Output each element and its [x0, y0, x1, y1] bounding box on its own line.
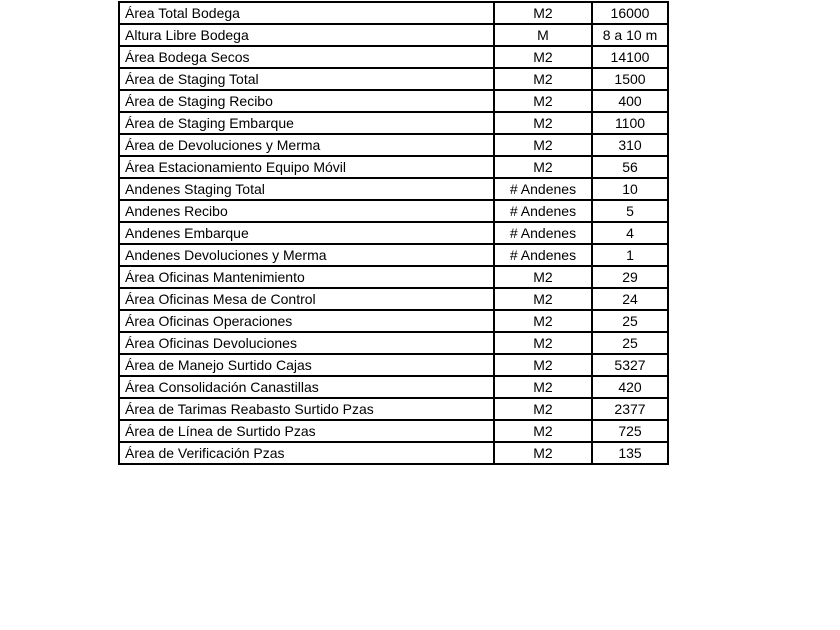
- row-value-cell: 14100: [592, 46, 668, 68]
- row-value-cell: 400: [592, 90, 668, 112]
- row-unit-cell: # Andenes: [494, 244, 592, 266]
- row-label-cell: Andenes Recibo: [119, 200, 494, 222]
- row-value-cell: 135: [592, 442, 668, 464]
- row-label-cell: Área Bodega Secos: [119, 46, 494, 68]
- row-label-cell: Área Oficinas Devoluciones: [119, 332, 494, 354]
- row-unit-cell: M2: [494, 156, 592, 178]
- row-label-cell: Área de Verificación Pzas: [119, 442, 494, 464]
- table-row: [119, 200, 668, 222]
- row-unit-cell: M2: [494, 354, 592, 376]
- row-value-cell: 16000: [592, 2, 668, 24]
- row-value-cell: 24: [592, 288, 668, 310]
- row-label-cell: Área de Staging Total: [119, 68, 494, 90]
- table-row: [119, 112, 668, 134]
- row-value-cell: 4: [592, 222, 668, 244]
- row-value-cell: 25: [592, 310, 668, 332]
- row-value-cell: 5: [592, 200, 668, 222]
- table-row: [119, 376, 668, 398]
- row-value-cell: 310: [592, 134, 668, 156]
- table-row: [119, 90, 668, 112]
- row-label-cell: Área Oficinas Mantenimiento: [119, 266, 494, 288]
- row-unit-cell: M2: [494, 442, 592, 464]
- row-unit-cell: # Andenes: [494, 200, 592, 222]
- table-row: [119, 2, 668, 24]
- row-value-cell: 5327: [592, 354, 668, 376]
- table-row: [119, 442, 668, 464]
- table-row: [119, 68, 668, 90]
- row-unit-cell: M2: [494, 266, 592, 288]
- table-row: [119, 156, 668, 178]
- row-value-cell: 725: [592, 420, 668, 442]
- row-label-cell: Área Oficinas Operaciones: [119, 310, 494, 332]
- table-row: [119, 420, 668, 442]
- row-unit-cell: M2: [494, 2, 592, 24]
- warehouse-spec-table: [118, 1, 669, 465]
- row-unit-cell: # Andenes: [494, 178, 592, 200]
- table-row: [119, 244, 668, 266]
- table-row: [119, 24, 668, 46]
- row-label-cell: Andenes Devoluciones y Merma: [119, 244, 494, 266]
- row-unit-cell: M2: [494, 112, 592, 134]
- row-label-cell: Área de Tarimas Reabasto Surtido Pzas: [119, 398, 494, 420]
- row-unit-cell: M2: [494, 398, 592, 420]
- row-value-cell: 1: [592, 244, 668, 266]
- table-row: [119, 354, 668, 376]
- row-label-cell: Área Total Bodega: [119, 2, 494, 24]
- table-row: [119, 288, 668, 310]
- row-value-cell: 56: [592, 156, 668, 178]
- row-value-cell: 420: [592, 376, 668, 398]
- table-row: [119, 46, 668, 68]
- row-value-cell: 8 a 10 m: [592, 24, 668, 46]
- row-value-cell: 1500: [592, 68, 668, 90]
- row-label-cell: Andenes Staging Total: [119, 178, 494, 200]
- row-unit-cell: # Andenes: [494, 222, 592, 244]
- row-label-cell: Área Oficinas Mesa de Control: [119, 288, 494, 310]
- row-unit-cell: M2: [494, 376, 592, 398]
- table-row: [119, 398, 668, 420]
- row-unit-cell: M2: [494, 68, 592, 90]
- row-label-cell: Área de Línea de Surtido Pzas: [119, 420, 494, 442]
- row-label-cell: Altura Libre Bodega: [119, 24, 494, 46]
- row-label-cell: Área de Manejo Surtido Cajas: [119, 354, 494, 376]
- row-value-cell: 10: [592, 178, 668, 200]
- row-unit-cell: M: [494, 24, 592, 46]
- row-value-cell: 25: [592, 332, 668, 354]
- table-row: [119, 310, 668, 332]
- row-label-cell: Área Estacionamiento Equipo Móvil: [119, 156, 494, 178]
- row-unit-cell: M2: [494, 420, 592, 442]
- table-row: [119, 332, 668, 354]
- table-row: [119, 266, 668, 288]
- row-label-cell: Área de Devoluciones y Merma: [119, 134, 494, 156]
- row-label-cell: Andenes Embarque: [119, 222, 494, 244]
- row-unit-cell: M2: [494, 310, 592, 332]
- row-unit-cell: M2: [494, 134, 592, 156]
- row-unit-cell: M2: [494, 90, 592, 112]
- table-row: [119, 178, 668, 200]
- row-value-cell: 2377: [592, 398, 668, 420]
- row-value-cell: 29: [592, 266, 668, 288]
- row-label-cell: Área de Staging Recibo: [119, 90, 494, 112]
- row-unit-cell: M2: [494, 332, 592, 354]
- table-row: [119, 222, 668, 244]
- row-label-cell: Área Consolidación Canastillas: [119, 376, 494, 398]
- row-unit-cell: M2: [494, 46, 592, 68]
- row-value-cell: 1100: [592, 112, 668, 134]
- table-row: [119, 134, 668, 156]
- row-label-cell: Área de Staging Embarque: [119, 112, 494, 134]
- row-unit-cell: M2: [494, 288, 592, 310]
- spec-table-body: [119, 2, 668, 464]
